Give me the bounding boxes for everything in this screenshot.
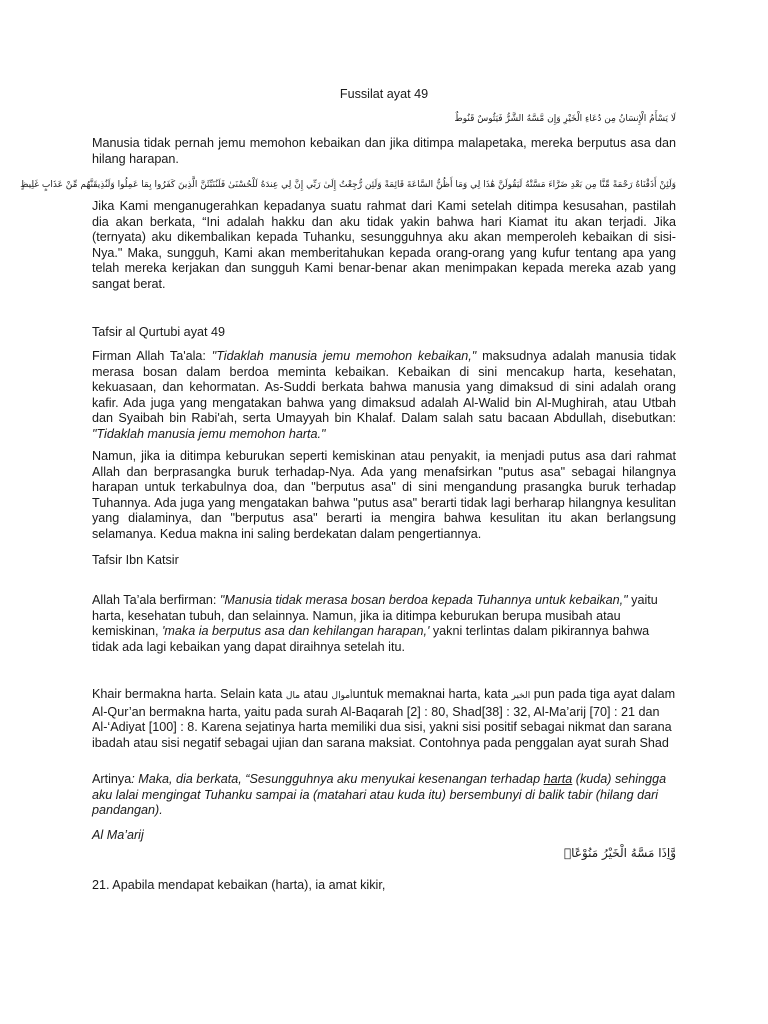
qurtubi-paragraph-2: Namun, jika ia ditimpa keburukan seperti kemiskinan atau penyakit, ia menjadi putus asa dari rahmat Allah dan berprasangka buruk terhadap-Nya. Ada yang menafsirkan "putus asa" sebagai hilangnya harapan untuk terkabulnya doa, dan "berputus asa" di sini mengandung prasangka buruk terhadap Tuhannya. Ada juga yang mengatakan bahwa "putus asa" berarti tidak lagi berharap hilangnya kesulitan yang dialaminya, dan "berputus asa" berarti ia mengira bahwa kesulitan itu akan berlangsung selamanya. Kedua makna ini saling berdekatan dalam pengertiannya.: [92, 449, 676, 541]
heading-katsir: Tafsir Ibn Katsir: [92, 553, 179, 567]
arabic-verse-49: لَا يَسْأَمُ الْإِنسَانُ مِن دُعَاءِ الْخَيْرِ وَإِن مَّسَّهُ الشَّرُّ فَيَئُوسٌ قَنُوطٌ: [454, 114, 676, 124]
maarij-translation: 21. Apabila mendapat kebaikan (harta), ia amat kikir,: [92, 878, 386, 892]
khair-paragraph: Khair bermakna harta. Selain kata مال atau أموالuntuk memaknai harta, kata الخير pun pada tiga ayat dalam Al-Qur’an bermakna harta, yaitu pada surah Al-Baqarah [2] : 80, Shad[38] : 32, Al-Ma’arij [70] : 21 dan Al-‘Adiyat [100] : 8. Karena sejatinya harta memiliki dua sisi, yakni sisi positif sebagai nikmat dan sarana ibadah atau sisi negatif sebagai ujian dan sarana maksiat. Contohnya pada penggalan ayat surah Shad: [92, 687, 676, 750]
translation-verse-50: Jika Kami menganugerahkan kepadanya suatu rahmat dari Kami setelah ditimpa kesusahan, pastilah dia akan berkata, “Ini adalah hakku dan aku tidak yakin bahwa hari Kiamat itu akan terjadi. Jika (ternyata) aku dikembalikan kepada Tuhanku, sesungguhnya aku akan memperoleh kebaikan di sisi-Nya." Maka, sungguh, Kami akan memberitahukan kepada orang-orang yang kufur tentang apa yang telah mereka kerjakan dan sungguh Kami benar-benar akan menimpakan kepada mereka azab yang sangat berat.: [92, 199, 676, 291]
translation-verse-49: Manusia tidak pernah jemu memohon kebaikan dan jika ditimpa malapetaka, mereka berputus asa dan hilang harapan.: [92, 136, 676, 166]
heading-fussilat: Fussilat ayat 49: [339, 87, 429, 101]
katsir-paragraph: Allah Ta’ala berfirman: "Manusia tidak merasa bosan berdoa kepada Tuhannya untuk kebaikan," yaitu harta, kesehatan tubuh, dan selainnya. Namun, jika ia ditimpa keburukan berupa musibah atau kemiskinan, 'maka ia berputus asa dan kehilangan harapan,' yakni terlintas dalam pikirannya bahwa tidak ada lagi kebaikan yang dapat diraihnya setelah itu.: [92, 593, 658, 654]
arabic-maarij-21: وَّاِذَا مَسَّهُ الْخَيْرُ مَنُوْعًاۙ: [563, 846, 676, 860]
artinya-paragraph: Artinya: Maka, dia berkata, “Sesungguhnya aku menyukai kesenangan terhadap harta (kuda) sehingga aku lalai mengingat Tuhanku sampai ia (matahari atau kuda itu) bersembunyi di balik tabir (hilang dari pandangan).: [92, 772, 667, 817]
arabic-verse-50: وَلَئِنْ أَذَقْنَاهُ رَحْمَةً مِّنَّا مِن بَعْدِ ضَرَّاءَ مَسَّتْهُ لَيَقُولَنَّ هَٰذَا لِي وَمَا أَظُنُّ السَّاعَةَ قَائِمَةً وَلَئِن رُّجِعْتُ إِلَىٰ رَبِّي إِنَّ لِي عِندَهُ لَلْحُسْنَىٰ فَلَنُنَبِّئَنَّ الَّذِينَ كَفَرُوا بِمَا عَمِلُوا وَلَنُذِيقَنَّهُم مِّنْ عَذَابٍ غَلِيظٍ: [20, 180, 676, 190]
qurtubi-paragraph-1: Firman Allah Ta'ala: "Tidaklah manusia jemu memohon kebaikan," maksudnya adalah manusia tidak merasa bosan dalam berdoa meminta kebaikan. Kebaikan di sini mencakup harta, kesehatan, kekuasaan, dan kehormatan. As-Suddi berkata bahwa manusia yang dimaksud di sini adalah orang kafir. Ada juga yang mengatakan bahwa yang dimaksud adalah Al-Walid bin Al-Mughirah, atau Utbah dan Syaibah bin Rabi'ah, serta Umayyah bin Khalaf. Dalam salah satu bacaan Abdullah, disebutkan: "Tidaklah manusia jemu memohon harta.": [92, 349, 676, 441]
heading-maarij: Al Ma’arij: [92, 828, 144, 842]
heading-qurtubi: Tafsir al Qurtubi ayat 49: [92, 325, 225, 339]
